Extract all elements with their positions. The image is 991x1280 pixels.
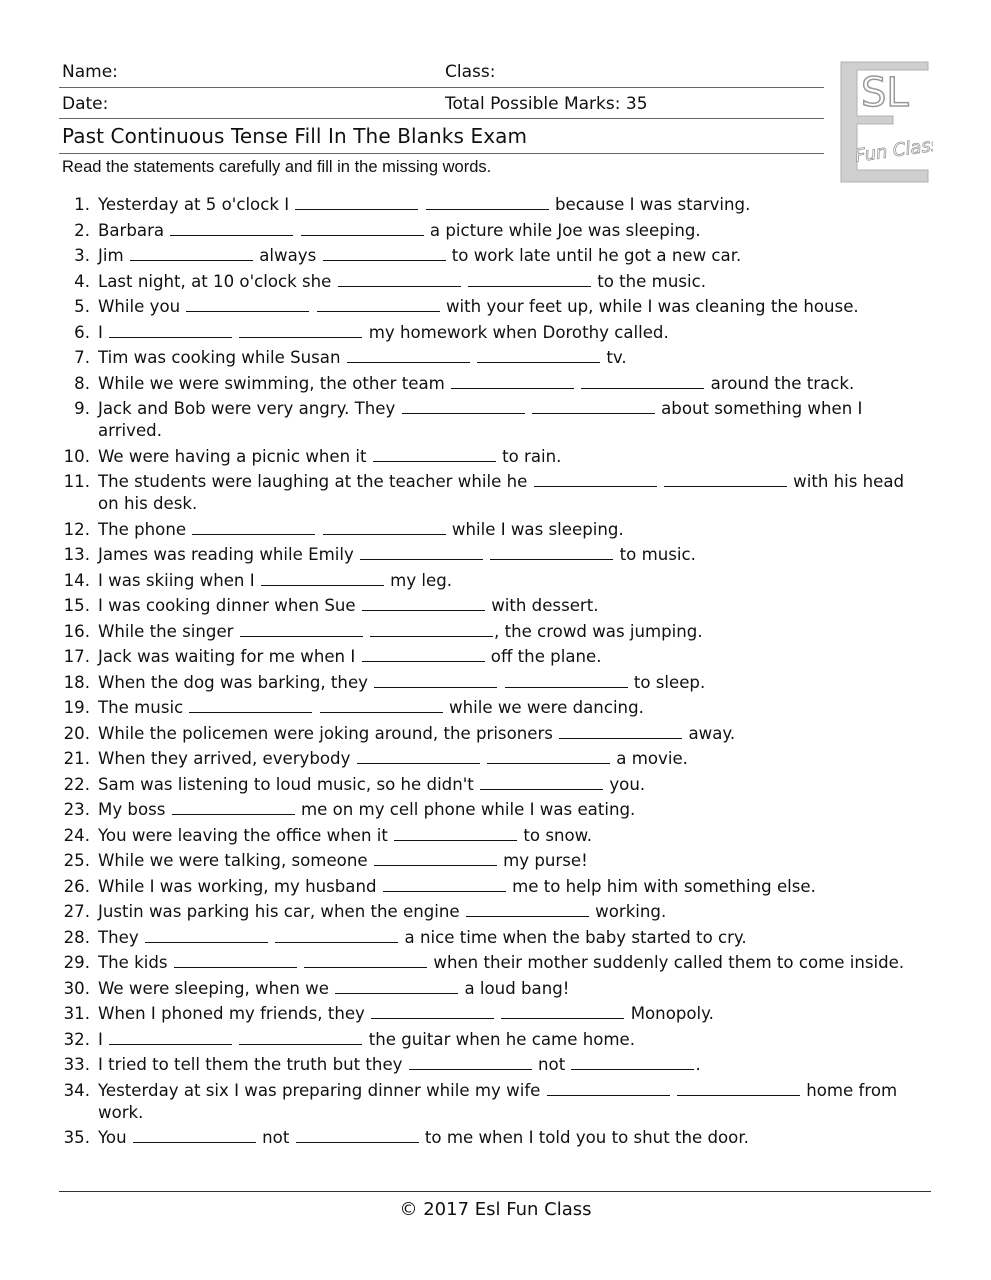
question-number: 13. <box>63 545 90 564</box>
answer-blank[interactable] <box>534 471 657 487</box>
answer-blank[interactable] <box>172 799 295 815</box>
question-text: You were leaving the office when it to snow. <box>98 825 592 845</box>
question-text: You not to me when I told you to shut the door. <box>98 1128 749 1147</box>
question-number: 22. <box>63 774 90 794</box>
question-text: While I was working, my husband me to help him with something else. <box>98 876 816 896</box>
answer-blank[interactable] <box>133 1127 256 1143</box>
answer-blank[interactable] <box>487 748 610 764</box>
question-text: The phone while I was sleeping. <box>98 519 624 539</box>
answer-blank[interactable] <box>468 271 591 287</box>
question-number: 5. <box>74 297 90 316</box>
question-item <box>58 901 928 923</box>
answer-blank[interactable] <box>426 194 549 210</box>
question-text: When I phoned my friends, they Monopoly. <box>98 1004 714 1023</box>
question-number: 19. <box>63 698 90 717</box>
answer-blank[interactable] <box>301 220 424 236</box>
answer-blank[interactable] <box>664 471 787 487</box>
answer-blank[interactable] <box>174 952 297 968</box>
answer-blank[interactable] <box>186 296 309 312</box>
question-text: The kids when their mother suddenly called them to come inside. <box>98 953 905 972</box>
answer-blank[interactable] <box>374 672 497 688</box>
questions-list <box>58 194 928 1153</box>
question-number: 33. <box>63 1055 90 1074</box>
question-item <box>58 646 928 668</box>
answer-blank[interactable] <box>371 1003 494 1019</box>
question-item <box>58 621 928 643</box>
title-rule <box>59 153 824 154</box>
question-number: 30. <box>63 978 90 998</box>
logo-letters: SL <box>861 70 909 116</box>
question-item <box>58 194 928 216</box>
question-text: Barbara a picture while Joe was sleeping. <box>98 220 701 240</box>
question-text: I tried to tell them the truth but they not . <box>98 1055 701 1074</box>
logo-subtitle: Fun Class <box>853 134 933 167</box>
answer-blank[interactable] <box>109 1029 232 1045</box>
answer-blank[interactable] <box>145 927 268 943</box>
answer-blank[interactable] <box>402 398 525 414</box>
answer-blank[interactable] <box>571 1054 694 1070</box>
question-item <box>58 245 928 267</box>
question-text: We were sleeping, when we a loud bang! <box>98 978 570 998</box>
question-text: My boss me on my cell phone while I was eating. <box>98 800 636 819</box>
question-text: Yesterday at 5 o'clock I because I was starving. <box>98 195 751 214</box>
answer-blank[interactable] <box>362 646 485 662</box>
answer-blank[interactable] <box>304 952 427 968</box>
question-number: 8. <box>74 373 90 393</box>
name-class-row <box>59 58 824 86</box>
question-number: 1. <box>74 195 90 214</box>
question-item <box>58 296 928 318</box>
date-marks-row <box>59 90 824 118</box>
answer-blank[interactable] <box>240 621 363 637</box>
question-text: When the dog was barking, they to sleep. <box>98 672 706 692</box>
answer-blank[interactable] <box>581 373 704 389</box>
question-text: While the policemen were joking around, the prisoners away. <box>98 723 736 743</box>
question-text: They a nice time when the baby started to cry. <box>98 927 747 947</box>
question-item <box>58 1003 928 1025</box>
question-item <box>58 322 928 344</box>
question-item <box>58 595 928 617</box>
question-number: 3. <box>74 246 90 265</box>
question-text: James was reading while Emily to music. <box>98 545 696 564</box>
answer-blank[interactable] <box>347 347 470 363</box>
name-label: Name: <box>62 62 118 82</box>
question-item <box>58 1080 928 1124</box>
question-item <box>58 697 928 719</box>
question-item <box>58 850 928 872</box>
question-item <box>58 519 928 541</box>
esl-fun-class-logo <box>833 58 933 188</box>
question-number: 35. <box>63 1128 90 1147</box>
answer-blank[interactable] <box>338 271 461 287</box>
question-item <box>58 927 928 949</box>
question-item <box>58 220 928 242</box>
answer-blank[interactable] <box>394 825 517 841</box>
answer-blank[interactable] <box>362 595 485 611</box>
answer-blank[interactable] <box>323 519 446 535</box>
answer-blank[interactable] <box>239 322 362 338</box>
answer-blank[interactable] <box>261 570 384 586</box>
header-rule <box>59 87 824 88</box>
question-item <box>58 748 928 770</box>
question-item <box>58 723 928 745</box>
answer-blank[interactable] <box>295 194 418 210</box>
question-text: While you with your feet up, while I was cleaning the house. <box>98 297 859 316</box>
date-label: Date: <box>62 94 109 114</box>
question-number: 26. <box>63 876 90 896</box>
answer-blank[interactable] <box>130 245 253 261</box>
answer-blank[interactable] <box>532 398 655 414</box>
question-text: We were having a picnic when it to rain. <box>98 446 562 466</box>
answer-blank[interactable] <box>192 519 315 535</box>
question-text: I the guitar when he came home. <box>98 1029 636 1049</box>
question-number: 34. <box>63 1080 90 1100</box>
question-number: 27. <box>63 902 90 921</box>
answer-blank[interactable] <box>466 901 589 917</box>
question-number: 16. <box>63 621 90 641</box>
question-text: Jim always to work late until he got a new car. <box>98 246 742 265</box>
answer-blank[interactable] <box>559 723 682 739</box>
header-rule <box>59 118 824 119</box>
answer-blank[interactable] <box>383 876 506 892</box>
question-text: Tim was cooking while Susan tv. <box>98 348 627 367</box>
footer-rule <box>59 1191 931 1192</box>
answer-blank[interactable] <box>275 927 398 943</box>
question-number: 25. <box>63 851 90 870</box>
question-item <box>58 446 928 468</box>
question-number: 20. <box>63 723 90 743</box>
question-number: 11. <box>63 472 90 491</box>
question-text: Justin was parking his car, when the engine working. <box>98 902 667 921</box>
question-number: 28. <box>63 927 90 947</box>
question-text: Last night, at 10 o'clock she to the music. <box>98 271 707 291</box>
question-number: 2. <box>74 220 90 240</box>
answer-blank[interactable] <box>357 748 480 764</box>
question-text: The music while we were dancing. <box>98 698 644 717</box>
question-number: 32. <box>63 1029 90 1049</box>
question-text: Jack and Bob were very angry. They about something when I arrived. <box>98 399 863 440</box>
answer-blank[interactable] <box>490 544 613 560</box>
question-number: 14. <box>63 570 90 590</box>
question-text: I was cooking dinner when Sue with dessert. <box>98 596 599 615</box>
question-text: Sam was listening to loud music, so he didn't you. <box>98 774 646 794</box>
question-number: 12. <box>63 519 90 539</box>
question-item <box>58 1127 928 1149</box>
answer-blank[interactable] <box>374 850 497 866</box>
answer-blank[interactable] <box>370 621 493 637</box>
question-text: While the singer , the crowd was jumping. <box>98 621 703 641</box>
question-number: 31. <box>63 1004 90 1023</box>
answer-blank[interactable] <box>317 296 440 312</box>
question-text: While we were talking, someone my purse! <box>98 851 588 870</box>
answer-blank[interactable] <box>320 697 443 713</box>
question-number: 24. <box>63 825 90 845</box>
question-item <box>58 471 928 515</box>
answer-blank[interactable] <box>189 697 312 713</box>
answer-blank[interactable] <box>335 978 458 994</box>
question-text: While we were swimming, the other team around the track. <box>98 373 855 393</box>
answer-blank[interactable] <box>547 1080 670 1096</box>
question-text: Yesterday at six I was preparing dinner while my wife home from work. <box>98 1080 898 1122</box>
answer-blank[interactable] <box>239 1029 362 1045</box>
answer-blank[interactable] <box>501 1003 624 1019</box>
question-number: 18. <box>63 672 90 692</box>
question-item <box>58 978 928 1000</box>
question-item <box>58 774 928 796</box>
question-number: 29. <box>63 953 90 972</box>
answer-blank[interactable] <box>360 544 483 560</box>
question-number: 15. <box>63 596 90 615</box>
question-number: 7. <box>74 348 90 367</box>
answer-blank[interactable] <box>677 1080 800 1096</box>
answer-blank[interactable] <box>170 220 293 236</box>
question-number: 21. <box>63 749 90 768</box>
copyright-footer: © 2017 Esl Fun Class <box>399 1199 592 1220</box>
question-item <box>58 876 928 898</box>
question-number: 4. <box>74 271 90 291</box>
answer-blank[interactable] <box>480 774 603 790</box>
question-number: 17. <box>63 647 90 666</box>
question-item <box>58 398 928 442</box>
question-item <box>58 570 928 592</box>
instructions: Read the statements carefully and fill in the missing words. <box>62 158 492 176</box>
question-item <box>58 1029 928 1051</box>
question-item <box>58 347 928 369</box>
question-item <box>58 672 928 694</box>
question-item <box>58 799 928 821</box>
class-label: Class: <box>445 62 496 82</box>
answer-blank[interactable] <box>323 245 446 261</box>
question-number: 23. <box>63 800 90 819</box>
answer-blank[interactable] <box>505 672 628 688</box>
question-item <box>58 952 928 974</box>
question-text: I was skiing when I my leg. <box>98 570 453 590</box>
answer-blank[interactable] <box>296 1127 419 1143</box>
answer-blank[interactable] <box>451 373 574 389</box>
question-item <box>58 271 928 293</box>
question-text: Jack was waiting for me when I off the plane. <box>98 647 602 666</box>
answer-blank[interactable] <box>477 347 600 363</box>
question-item <box>58 825 928 847</box>
question-item <box>58 373 928 395</box>
question-number: 9. <box>74 399 90 418</box>
question-text: The students were laughing at the teacher while he with his head on his desk. <box>98 472 905 513</box>
total-marks-label: Total Possible Marks: 35 <box>445 94 648 114</box>
answer-blank[interactable] <box>109 322 232 338</box>
question-text: When they arrived, everybody a movie. <box>98 749 688 768</box>
question-number: 6. <box>74 322 90 342</box>
question-item <box>58 1054 928 1076</box>
answer-blank[interactable] <box>373 446 496 462</box>
question-number: 10. <box>63 446 90 466</box>
answer-blank[interactable] <box>409 1054 532 1070</box>
page-title: Past Continuous Tense Fill In The Blanks Exam <box>62 124 528 148</box>
question-item <box>58 544 928 566</box>
question-text: I my homework when Dorothy called. <box>98 322 669 342</box>
